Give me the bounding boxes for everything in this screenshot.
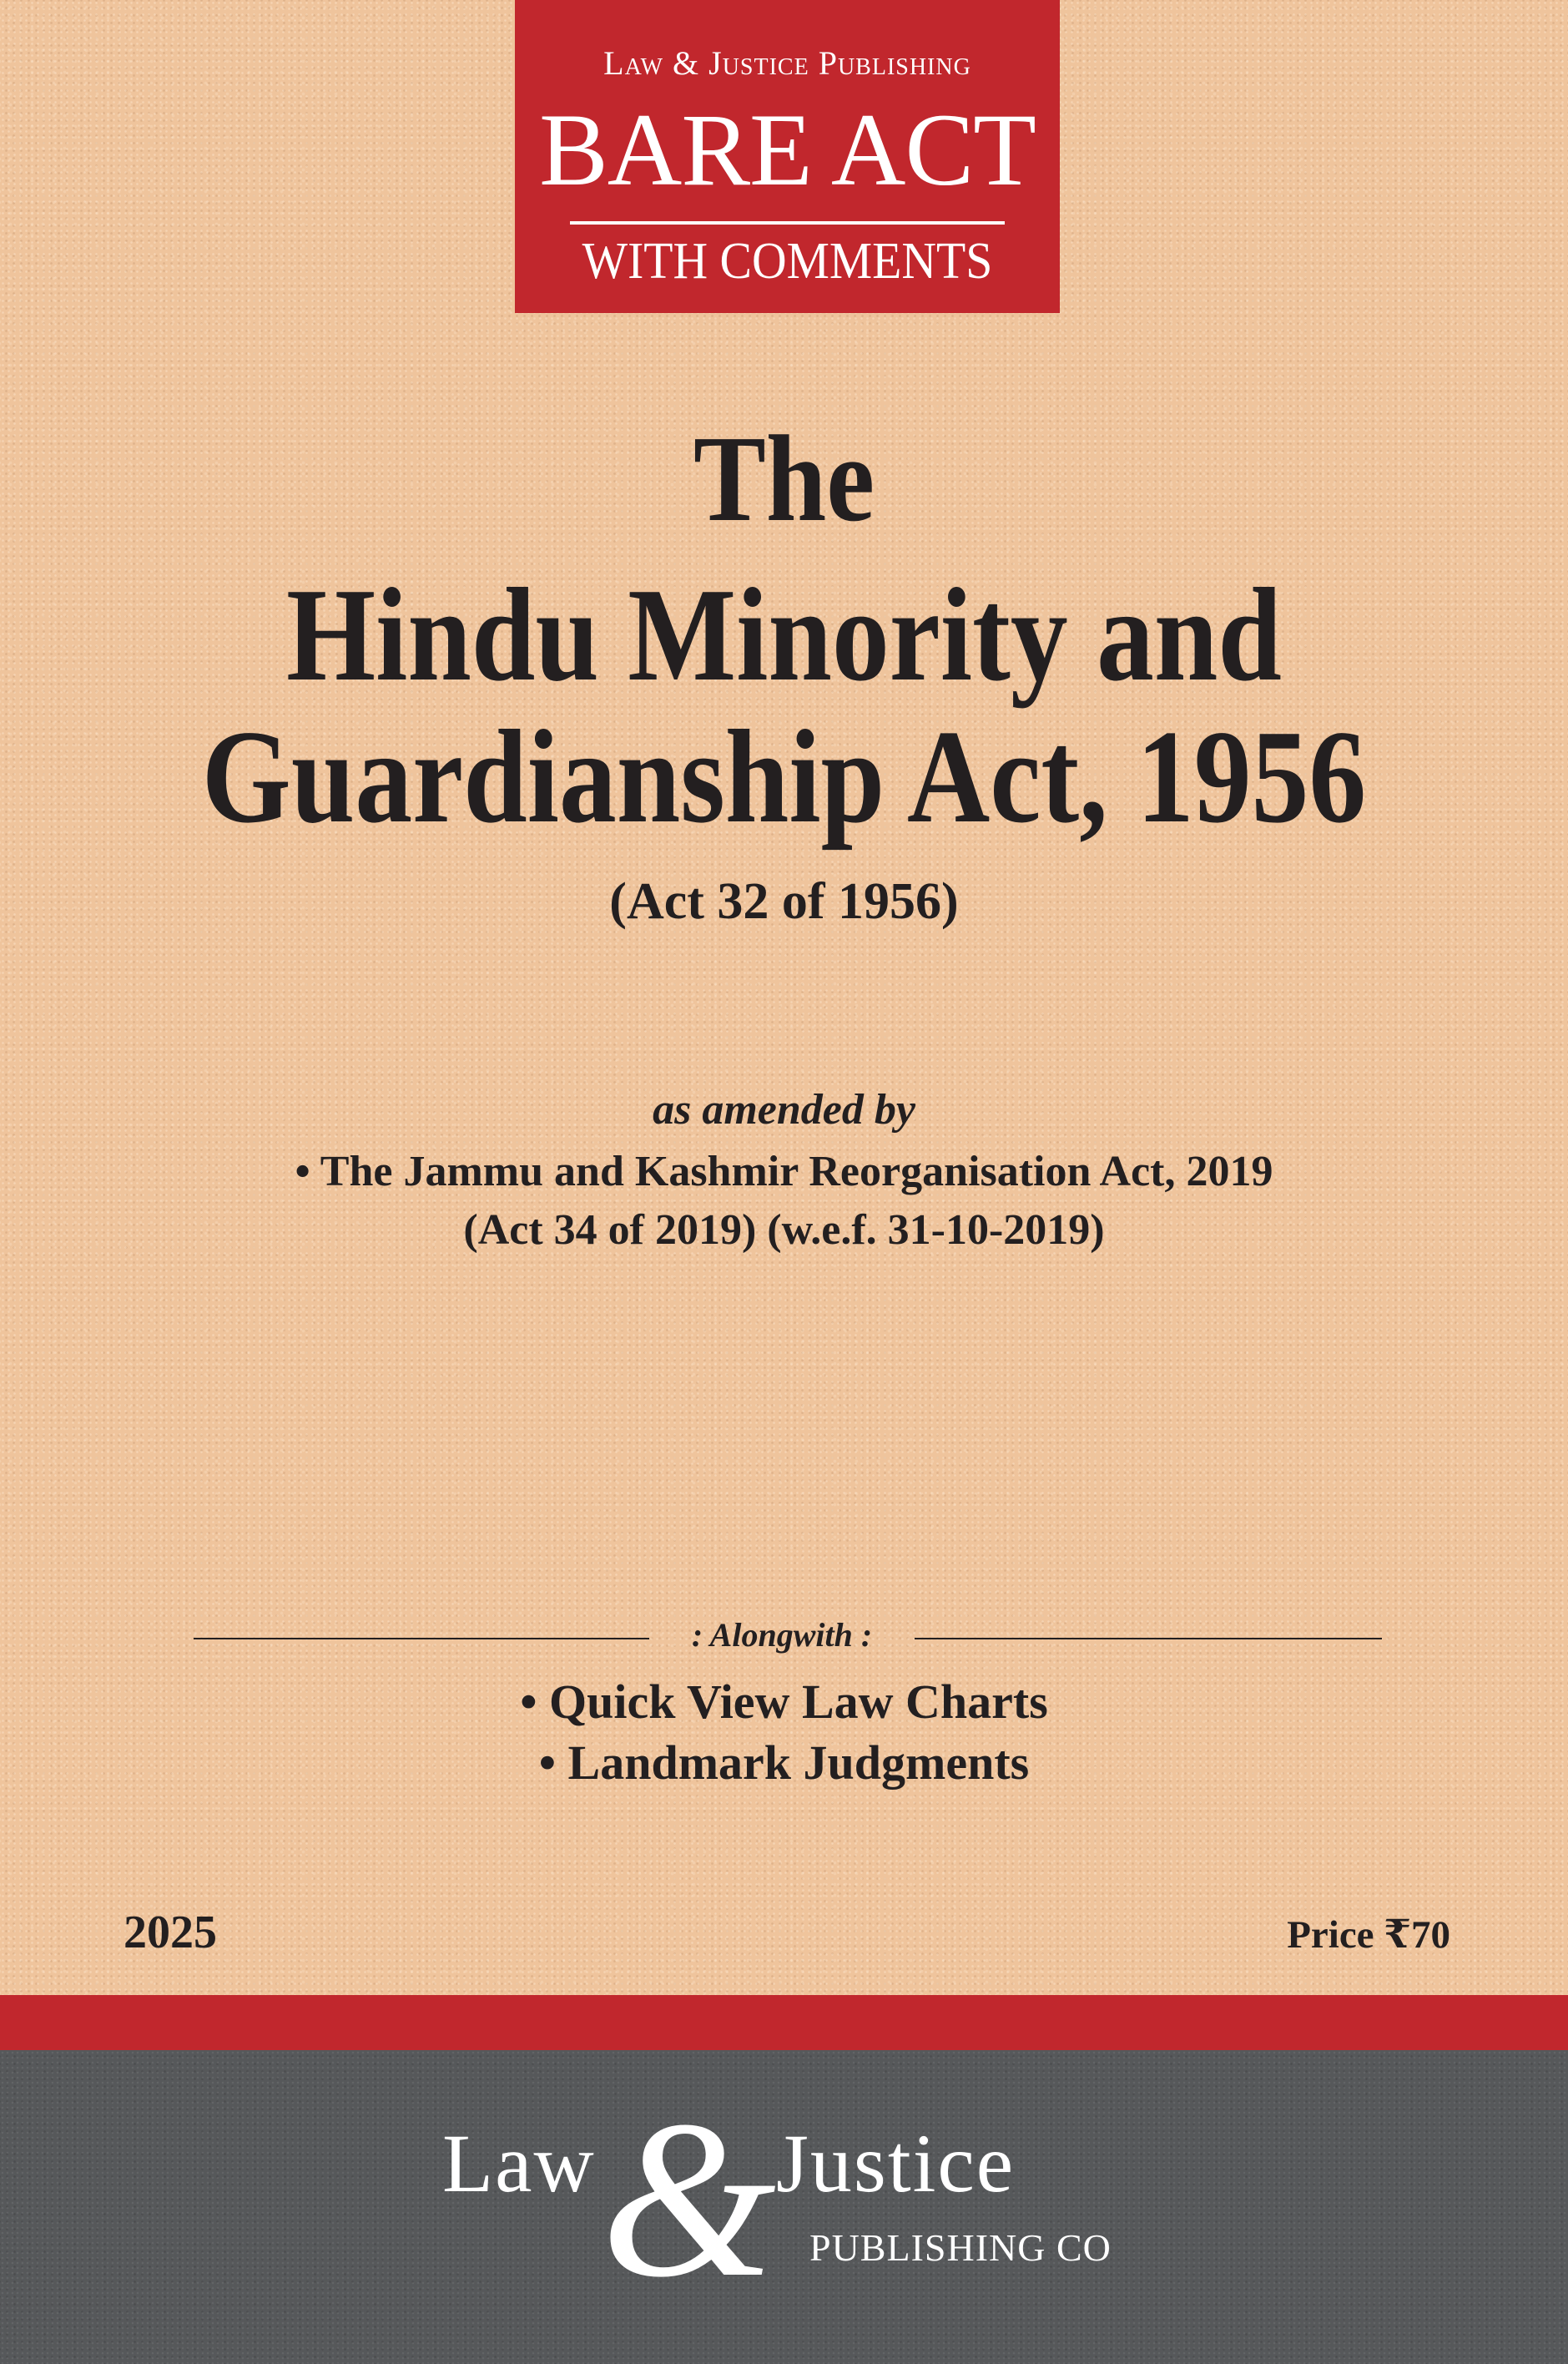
logo-tagline: PUBLISHING CO	[809, 2226, 1112, 2269]
amended-by-label: as amended by	[653, 1086, 915, 1134]
logo-word-law: Law	[442, 2117, 596, 2210]
amendment-line-1: • The Jammu and Kashmir Reorganisation Act, 2019	[295, 1148, 1273, 1195]
alongwith-label: : Alongwith :	[691, 1616, 873, 1654]
badge-subtitle: WITH COMMENTS	[582, 233, 993, 290]
amendment-line-2: (Act 34 of 2019) (w.e.f. 31-10-2019)	[463, 1206, 1105, 1254]
alongwith-item: • Quick View Law Charts	[520, 1674, 1048, 1729]
badge-series: BARE ACT	[539, 93, 1036, 207]
divider-rule-left	[194, 1638, 649, 1639]
red-band	[0, 1995, 1568, 2050]
edition-year: 2025	[124, 1907, 217, 1958]
publisher-logo	[442, 2074, 1143, 2324]
badge-publisher: Law & Justice Publishing	[603, 44, 971, 82]
title-the: The	[693, 411, 875, 548]
alongwith-divider	[194, 1615, 1382, 1665]
price-label: Price ₹70	[1287, 1913, 1450, 1957]
logo-ampersand: &	[601, 2074, 777, 2324]
alongwith-item: • Landmark Judgments	[538, 1735, 1030, 1790]
series-badge	[515, 0, 1060, 313]
act-number: (Act 32 of 1956)	[609, 873, 959, 930]
badge-divider	[570, 221, 1005, 225]
divider-rule-right	[915, 1638, 1382, 1639]
title-line-1: Hindu Minority and	[286, 560, 1282, 709]
title-line-2: Guardianship Act, 1956	[201, 702, 1367, 851]
logo-word-justice: Justice	[776, 2117, 1016, 2210]
